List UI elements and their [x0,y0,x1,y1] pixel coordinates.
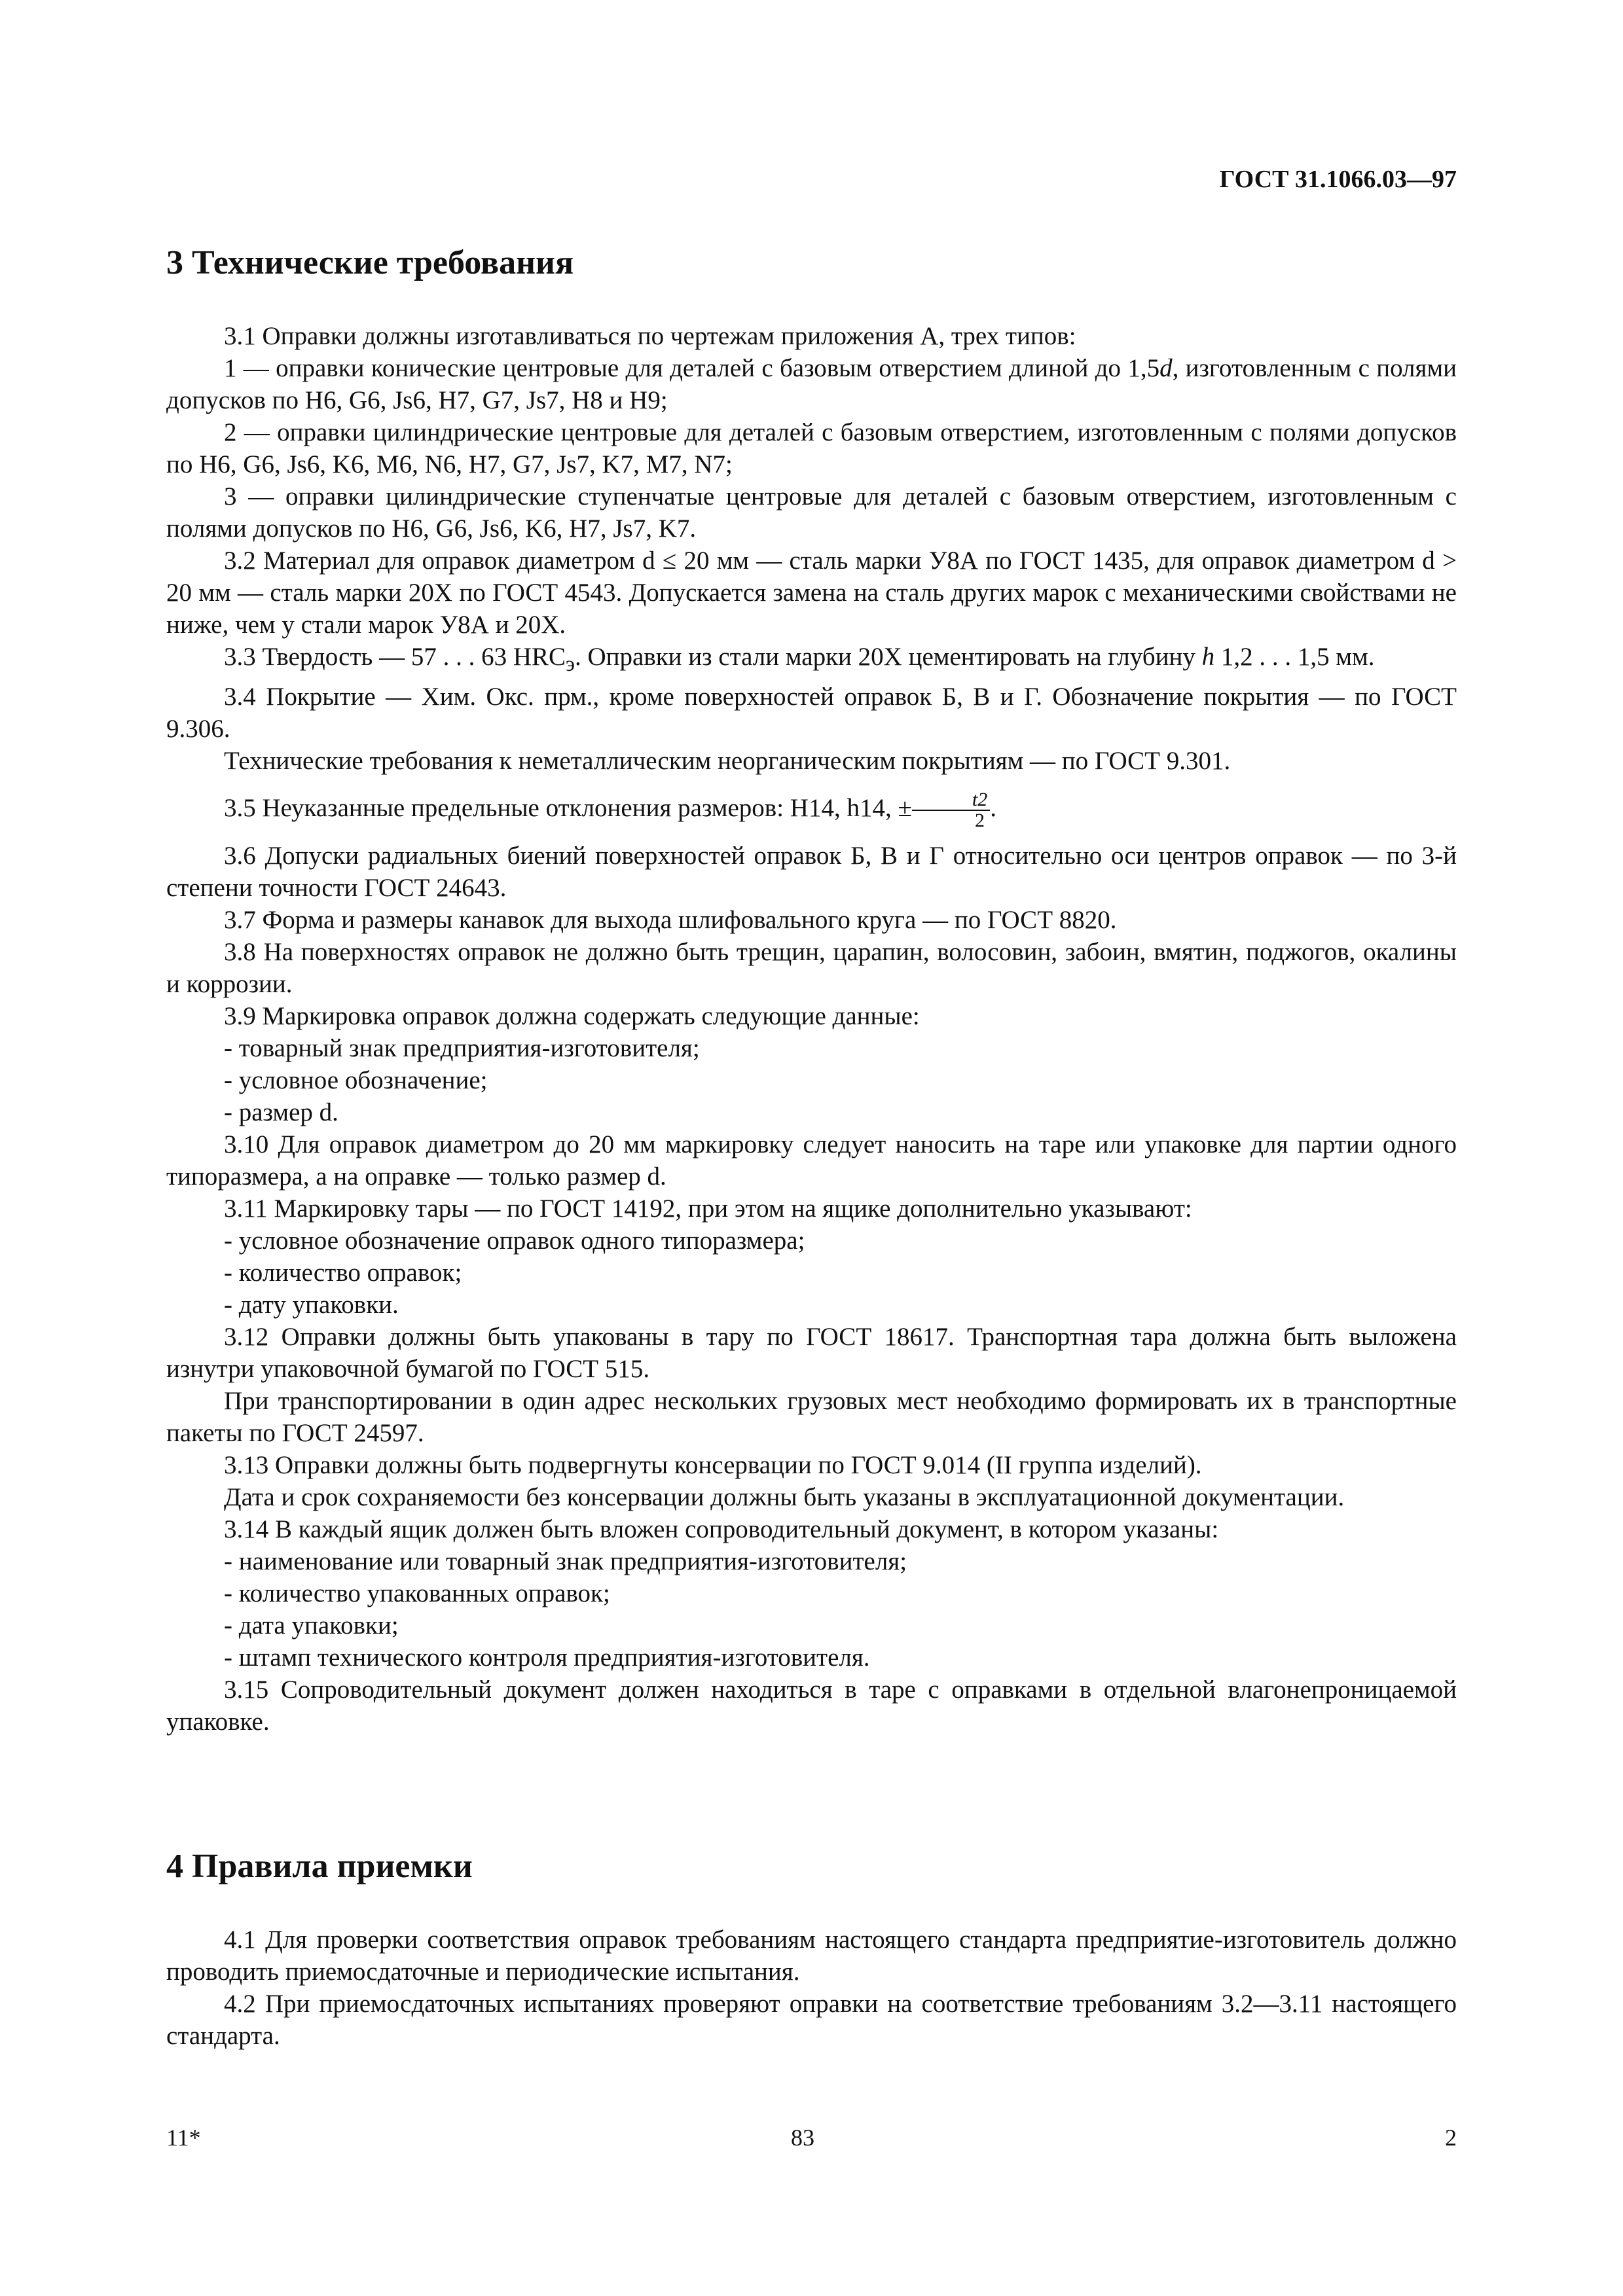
section-3 [166,243,1457,1738]
paragraph-3-4-note: Технические требования к неметаллическим неорганическим покрытиям — по ГОСТ 9.301. [224,746,1231,775]
section-4 [166,1847,1457,2052]
paragraph-3-11: 3.11 Маркировку тары — по ГОСТ 14192, при этом на ящике дополнительно указывают: [224,1194,1192,1223]
document-code: ГОСТ 31.1066.03—97 [1219,166,1457,193]
paragraph-4-1: 4.1 Для проверки соответствия оправок требованиям настоящего стандарта предприятие-изготовитель должно проводить приемосдаточные и периодические испытания. [166,1926,1457,1986]
paragraph-3-9: 3.9 Маркировка оправок должна содержать следующие данные: [224,1001,920,1030]
list-item: - штамп технического контроля предприятия-изготовителя. [224,1643,870,1672]
paragraph-3-5: 3.5 Неуказанные предельные отклонения размеров: H14, h14, ± $\frac{t2}{2}$ . [224,788,996,831]
list-item: - дату упаковки. [224,1290,399,1319]
section-3-title: 3 Технические требования [166,244,574,281]
paragraph-3-12-transport: При транспортировании в один адрес нескольких грузовых мест необходимо формировать их в транспортные пакеты по ГОСТ 24597. [166,1386,1457,1447]
paragraph-3-1: 3.1 Оправки должны изготавливаться по чертежам приложения А, трех типов: [224,322,1076,350]
paragraph-3-13: 3.13 Оправки должны быть подвергнуты консервации по ГОСТ 9.014 (II группа изделий). [224,1450,1202,1479]
list-item: - условное обозначение оправок одного типоразмера; [224,1226,805,1255]
paragraph-4-2: 4.2 При приемосдаточных испытаниях проверяют оправки на соответствие требованиям 3.2—3.11 настоящего стандарта. [166,1990,1457,2050]
paragraph-3-13-storage: Дата и срок сохраняемости без консервации должны быть указаны в эксплуатационной документации. [224,1482,1345,1511]
paragraph-3-6: 3.6 Допуски радиальных биений поверхностей оправок Б, В и Г относительно оси центров оправок — по 3-й степени точности ГОСТ 24643. [166,841,1457,902]
section-4-title: 4 Правила приемки [166,1848,473,1885]
paragraph-3-1-type-1: 1 — оправки конические центровые для деталей с базовым отверстием длиной до 1,5d, изготовленным с полями допусков по H6, G6, Js6, H7, G7, Js7, H8 и H9; [166,354,1457,414]
paragraph-3-15: 3.15 Сопроводительный документ должен находиться в таре с оправками в отдельной влагонепроницаемой упаковке. [166,1675,1457,1736]
list-item: - количество упакованных оправок; [224,1579,610,1607]
list-item: - дата упаковки; [224,1611,399,1640]
paragraph-3-3: 3.3 Твердость — 57 . . . 63 $HRC_э$. Оправки из стали марки 20Х цементировать на глубину h 1,2 . . . 1,5 мм. [224,643,1375,676]
paragraph-3-2: 3.2 Материал для оправок диаметром d ≤ 20 мм — сталь марки У8А по ГОСТ 1435, для оправок диаметром d > 20 мм — сталь марки 20Х по ГОСТ 4543. Допускается замена на сталь других марок с механическими свойствами не ниже, чем у стали марок У8А и 20Х. [166,547,1457,639]
page-number: 83 [791,2125,814,2151]
paragraph-3-10: 3.10 Для оправок диаметром до 20 мм маркировку следует наносить на таре или упаковке для партии одного типоразмера, а на оправке — только размер d. [166,1130,1457,1191]
paragraph-3-4: 3.4 Покрытие — Хим. Окс. прм., кроме поверхностей оправок Б, В и Г. Обозначение покрытия — по ГОСТ 9.306. [166,682,1457,743]
paragraph-3-1-type-3: 3 — оправки цилиндрические ступенчатые центровые для деталей с базовым отверстием, изготовленным с полями допусков по H6, G6, Js6, K6, H7, Js7, K7. [166,482,1457,543]
sheet-number: 2 [1445,2125,1457,2151]
list-item: - наименование или товарный знак предприятия-изготовителя; [224,1547,907,1575]
list-item: - количество оправок; [224,1258,462,1287]
list-item: - товарный знак предприятия-изготовителя; [224,1033,700,1062]
paragraph-3-12: 3.12 Оправки должны быть упакованы в тару по ГОСТ 18617. Транспортная тара должна быть выложена изнутри упаковочной бумагой по ГОСТ 515. [166,1322,1457,1383]
list-item: - размер d. [224,1098,338,1126]
paragraph-3-14: 3.14 В каждый ящик должен быть вложен сопроводительный документ, в котором указаны: [224,1515,1219,1543]
paragraph-3-1-type-2: 2 — оправки цилиндрические центровые для деталей с базовым отверстием, изготовленным с полями допусков по H6, G6, Js6, K6, M6, N6, H7, G7, Js7, K7, M7, N7; [166,418,1457,478]
footer-mark: 11* [166,2125,201,2151]
fraction-t2-over-2: $\frac{t2}{2}$ [912,790,990,831]
list-item: - условное обозначение; [224,1066,488,1094]
paragraph-3-7: 3.7 Форма и размеры канавок для выхода шлифовального круга — по ГОСТ 8820. [224,905,1117,934]
paragraph-3-8: 3.8 На поверхностях оправок не должно быть трещин, царапин, волосовин, забоин, вмятин, поджогов, окалины и коррозии. [166,937,1457,998]
